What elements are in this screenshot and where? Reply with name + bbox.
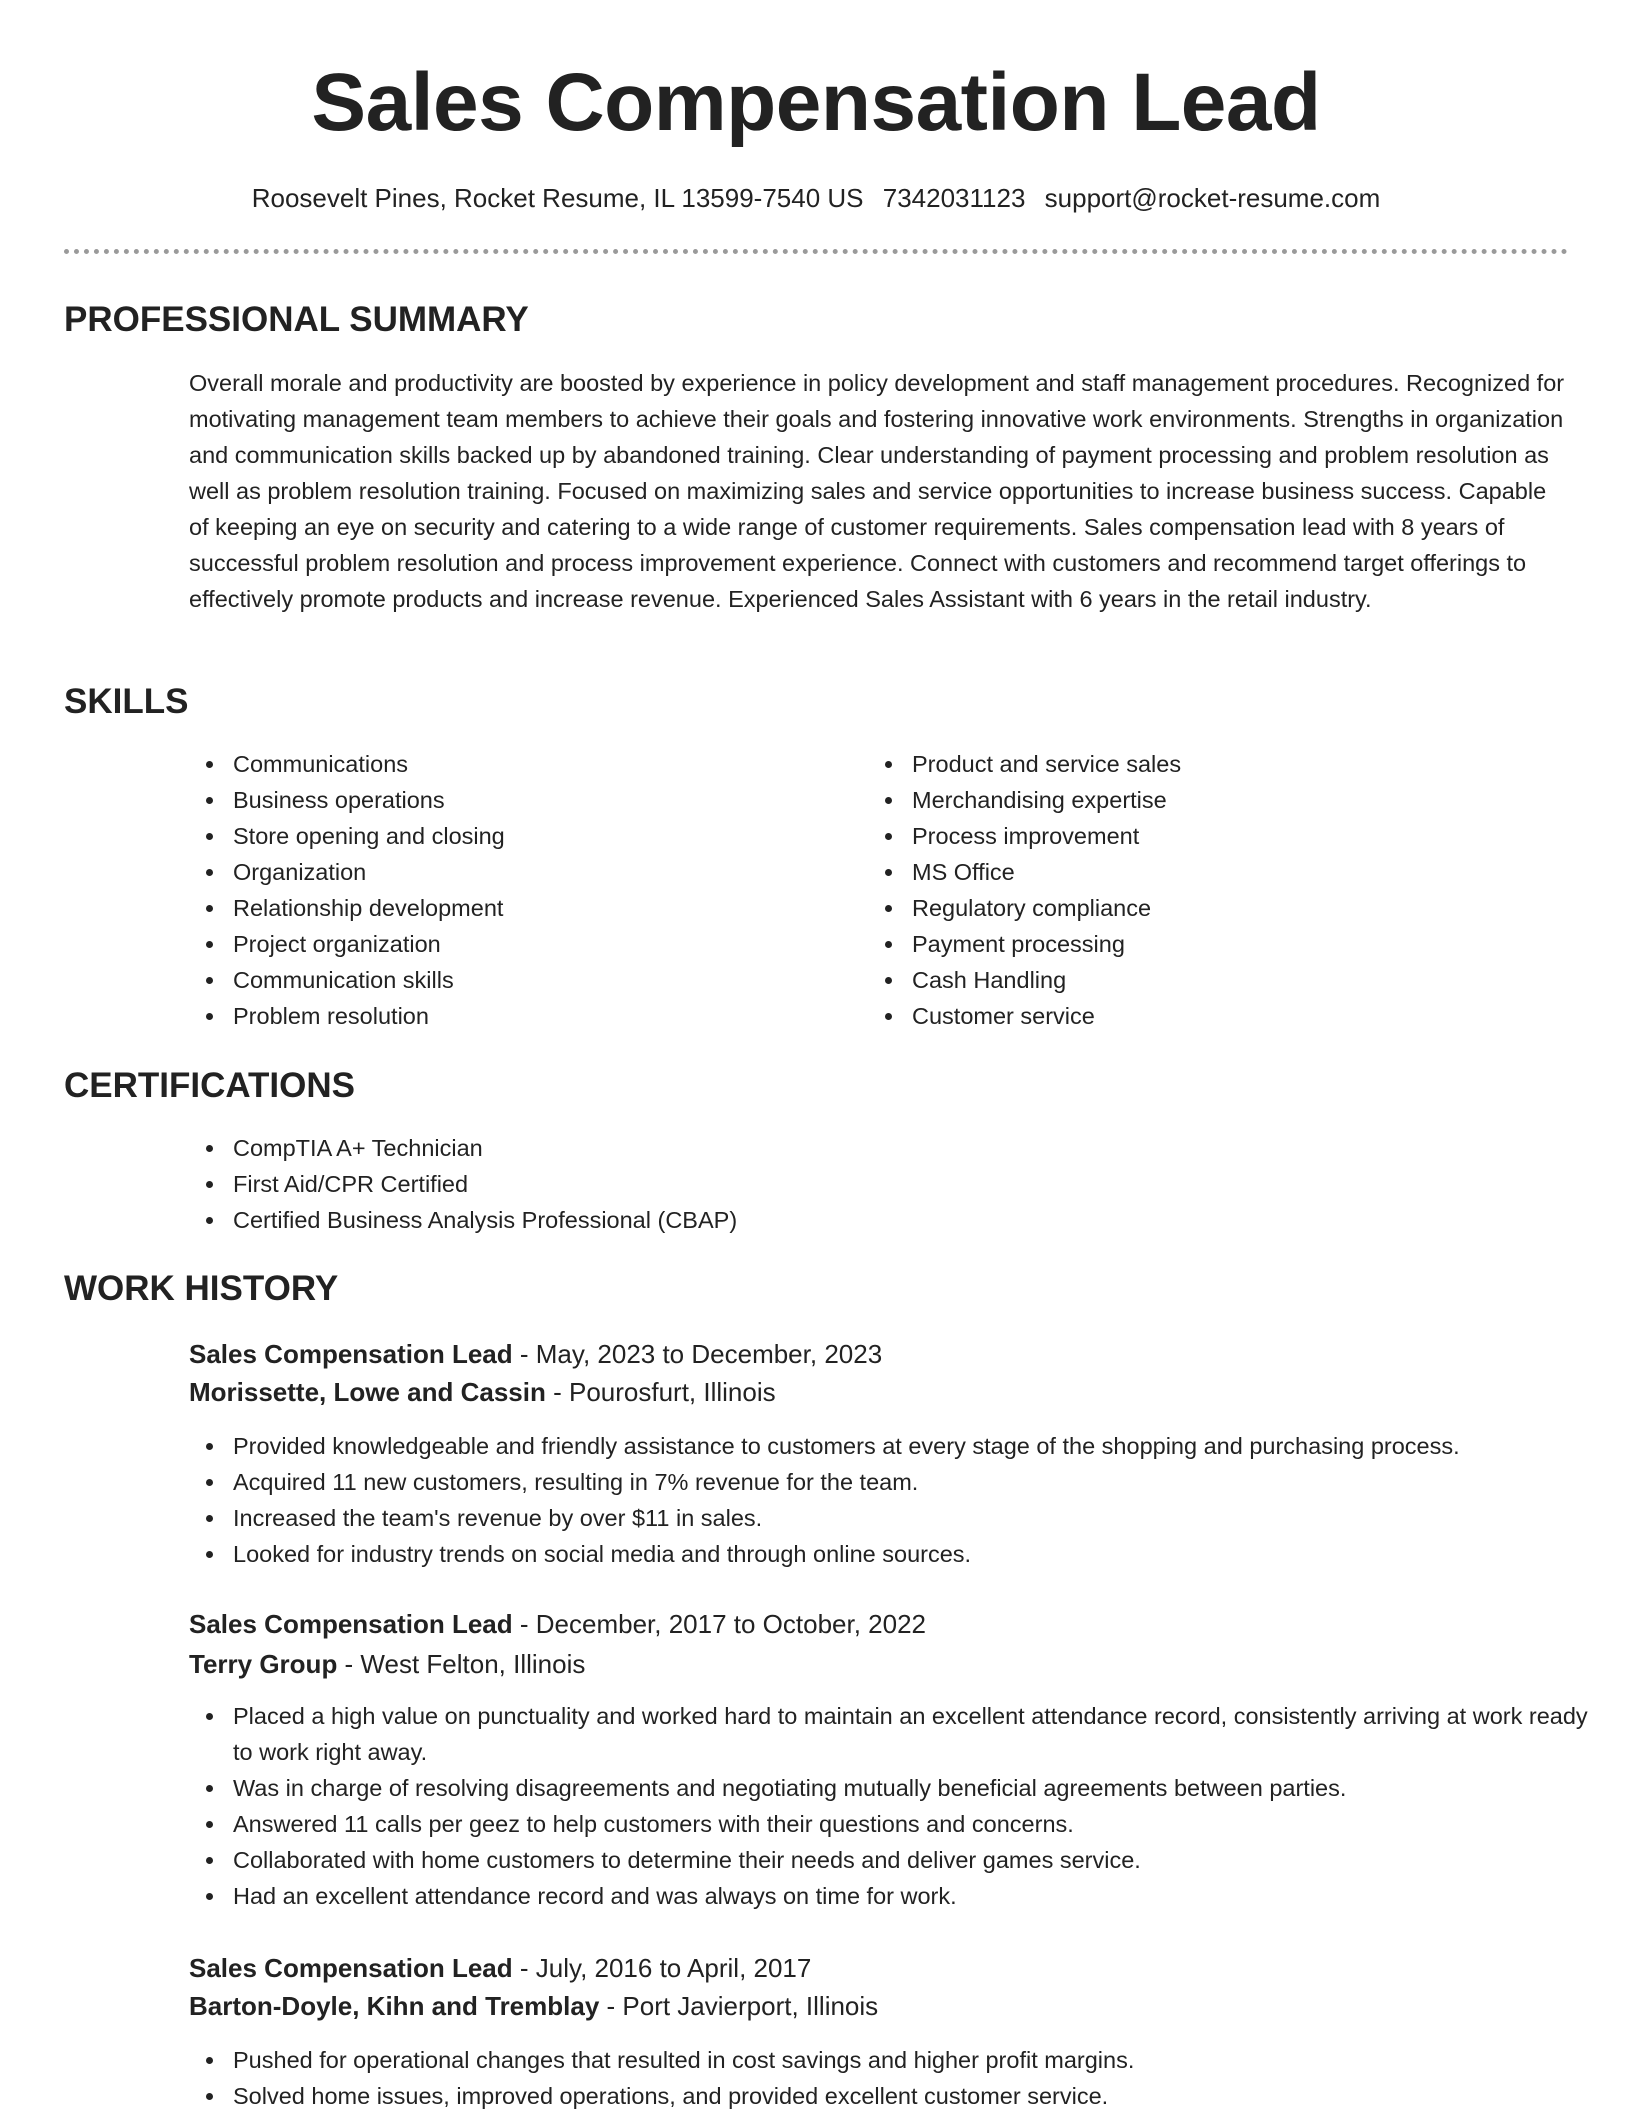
- job-company-line: [189, 1645, 585, 1683]
- candidate-name: Sales Compensation Lead: [311, 57, 1321, 148]
- job-bullets: [189, 1698, 1613, 1914]
- job-dates: - July, 2016 to April, 2017: [512, 1953, 812, 1983]
- list-item: Organization: [233, 854, 833, 890]
- job-role: Sales Compensation Lead: [189, 1953, 513, 1983]
- job-bullets: [189, 1428, 1613, 1572]
- job-title-line: [189, 1605, 926, 1643]
- job-role: Sales Compensation Lead: [189, 1339, 513, 1369]
- job-company-line: [189, 1373, 776, 1411]
- header-divider: [64, 249, 1568, 254]
- certifications-list: [189, 1130, 1593, 1238]
- job-location: - Port Javierport, Illinois: [599, 1991, 879, 2021]
- list-item: Relationship development: [233, 890, 833, 926]
- list-item: Process improvement: [912, 818, 1592, 854]
- list-item: Answered 11 calls per geez to help customers with their questions and concerns.: [233, 1806, 1613, 1842]
- list-item: Product and service sales: [912, 746, 1592, 782]
- list-item: CompTIA A+ Technician: [233, 1130, 1593, 1166]
- list-item: Cash Handling: [912, 962, 1592, 998]
- job-company-line: [189, 1987, 878, 2025]
- list-item: Communication skills: [233, 962, 833, 998]
- list-item: Communications: [233, 746, 833, 782]
- job-role: Sales Compensation Lead: [189, 1609, 513, 1639]
- list-item: Acquired 11 new customers, resulting in 7% revenue for the team.: [233, 1464, 1613, 1500]
- skills-list-left: [189, 746, 833, 1034]
- list-item: MS Office: [912, 854, 1592, 890]
- list-item: Was in charge of resolving disagreements and negotiating mutually beneficial agreements between parties.: [233, 1770, 1613, 1806]
- summary-heading: PROFESSIONAL SUMMARY: [64, 300, 529, 339]
- list-item: Collaborated with home customers to determine their needs and deliver games service.: [233, 1842, 1613, 1878]
- job-company: Barton-Doyle, Kihn and Tremblay: [189, 1991, 600, 2021]
- job-location: - Pourosfurt, Illinois: [545, 1377, 776, 1407]
- job-title-line: [189, 1949, 811, 1987]
- list-item: Looked for industry trends on social media and through online sources.: [233, 1536, 1613, 1572]
- list-item: Placed a high value on punctuality and worked hard to maintain an excellent attendance record, consistently arriving at work ready to work right away.: [233, 1698, 1613, 1770]
- work-history-heading: WORK HISTORY: [64, 1269, 339, 1308]
- skills-heading: SKILLS: [64, 682, 189, 721]
- job-dates: - May, 2023 to December, 2023: [512, 1339, 883, 1369]
- list-item: Provided knowledgeable and friendly assistance to customers at every stage of the shopping and purchasing process.: [233, 1428, 1613, 1464]
- list-item: Project organization: [233, 926, 833, 962]
- contact-phone: 7342031123: [882, 183, 1026, 213]
- skills-list-right: [868, 746, 1592, 1034]
- list-item: Increased the team's revenue by over $11 in sales.: [233, 1500, 1613, 1536]
- job-bullets: [189, 2042, 1613, 2114]
- job-title-line: [189, 1335, 882, 1373]
- job-dates: - December, 2017 to October, 2022: [512, 1609, 927, 1639]
- summary-text: Overall morale and productivity are boosted by experience in policy development and staff management procedures. Recognized for motivating management team members to achieve their goals and fostering innovative work environments. Strengths in organization and communication skills backed up by abandoned training. Clear understanding of payment processing and problem resolution as well as problem resolution training. Focused on maximizing sales and service opportunities to increase business success. Capable of keeping an eye on security and catering to a wide range of customer requirements. Sales compensation lead with 8 years of successful problem resolution and process improvement experience. Connect with customers and recommend target offerings to effectively promote products and increase revenue. Experienced Sales Assistant with 6 years in the retail industry.: [189, 370, 1565, 612]
- contact-email: support@rocket-resume.com: [1044, 183, 1381, 213]
- contact-address: Roosevelt Pines, Rocket Resume, IL 13599-7540 US: [251, 183, 864, 213]
- job-company: Morissette, Lowe and Cassin: [189, 1377, 546, 1407]
- list-item: Merchandising expertise: [912, 782, 1592, 818]
- list-item: Payment processing: [912, 926, 1592, 962]
- list-item: Customer service: [912, 998, 1592, 1034]
- list-item: Certified Business Analysis Professional (CBAP): [233, 1202, 1593, 1238]
- list-item: Solved home issues, improved operations, and provided excellent customer service.: [233, 2078, 1613, 2114]
- job-company: Terry Group: [189, 1649, 338, 1679]
- list-item: Store opening and closing: [233, 818, 833, 854]
- list-item: Regulatory compliance: [912, 890, 1592, 926]
- list-item: Pushed for operational changes that resulted in cost savings and higher profit margins.: [233, 2042, 1613, 2078]
- job-location: - West Felton, Illinois: [337, 1649, 586, 1679]
- list-item: Problem resolution: [233, 998, 833, 1034]
- list-item: First Aid/CPR Certified: [233, 1166, 1593, 1202]
- contact-line: [0, 180, 1632, 216]
- certifications-heading: CERTIFICATIONS: [64, 1066, 356, 1105]
- list-item: Had an excellent attendance record and was always on time for work.: [233, 1878, 1613, 1914]
- list-item: Business operations: [233, 782, 833, 818]
